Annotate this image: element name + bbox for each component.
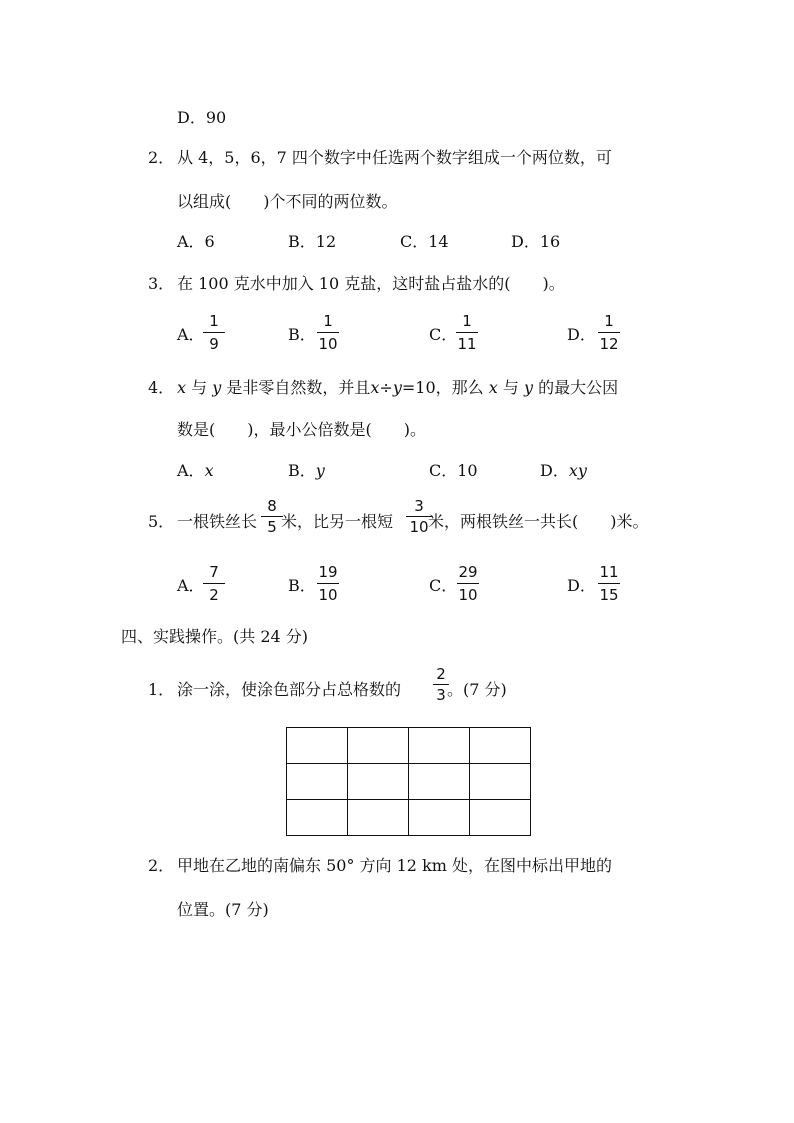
- q3-option-b-letter: B．: [288, 325, 316, 344]
- q4-text-part: =10，那么: [401, 378, 484, 397]
- option-value: x: [204, 461, 214, 480]
- q2-option-b: B．12: [288, 232, 337, 251]
- fraction-bar: [261, 516, 283, 517]
- s4-q2-text-line1: 甲地在乙地的南偏东 50° 方向 12 km 处，在图中标出甲地的: [177, 856, 613, 875]
- option-value: 10: [457, 461, 478, 480]
- fraction-numerator: 3: [414, 497, 424, 515]
- option-letter: B．: [288, 461, 316, 480]
- fraction-bar: [456, 332, 478, 333]
- fraction-denominator: 11: [457, 335, 477, 353]
- fraction-denominator: 10: [458, 586, 478, 604]
- q4-text-line2: 数是( )，最小公倍数是( )。: [177, 420, 426, 439]
- q4-option-b: [288, 461, 325, 481]
- q3-text: 在 100 克水中加入 10 克盐，这时盐占盐水的( )。: [177, 274, 565, 293]
- fraction-denominator: 2: [209, 586, 219, 604]
- fraction-denominator: 12: [599, 335, 619, 353]
- grid-cell[interactable]: [348, 800, 409, 836]
- variable-y: y: [212, 378, 222, 397]
- q5-option-b-letter: B．: [288, 576, 316, 595]
- variable-x: x: [370, 378, 380, 397]
- s4-q1-text: 涂一涂，使涂色部分占总格数的: [177, 680, 402, 699]
- fraction-numerator: 11: [599, 563, 619, 581]
- fraction-numerator: 19: [318, 563, 338, 581]
- q5-option-a-letter: A．: [177, 576, 205, 595]
- divide-sign: ÷: [379, 378, 393, 397]
- s4-q2-number: 2．: [148, 856, 175, 875]
- section-heading: 四、实践操作。(共 24 分): [121, 627, 309, 646]
- fraction-bar: [598, 583, 620, 584]
- q2-text-line2: 以组成( )个不同的两位数。: [177, 192, 398, 211]
- fraction-bar: [317, 583, 339, 584]
- fraction-denominator: 10: [318, 586, 338, 604]
- fraction-bar: [317, 332, 339, 333]
- q4-option-a: [177, 461, 214, 481]
- coloring-grid: [286, 727, 531, 836]
- q2-text-line1: 从 4，5，6，7 四个数字中任选两个数字组成一个两位数，可: [177, 148, 612, 167]
- fraction-bar: [203, 583, 225, 584]
- q4-text-line1: [177, 378, 618, 398]
- q5-text-part3: 米，两根铁丝一共长( )米。: [428, 512, 649, 531]
- fraction-bar: [598, 332, 620, 333]
- grid-cell[interactable]: [409, 764, 470, 800]
- fraction-bar: [203, 332, 225, 333]
- grid-cell[interactable]: [470, 800, 531, 836]
- grid-cell[interactable]: [287, 728, 348, 764]
- option-letter: C．: [429, 461, 458, 480]
- s4-q2-text-line2: 位置。(7 分): [177, 900, 269, 919]
- q4-text-part: 与: [191, 378, 208, 397]
- fraction-denominator: 10: [409, 518, 429, 536]
- q5-option-a-fraction: [199, 563, 229, 604]
- q4-text-part: 的最大公因: [538, 378, 619, 397]
- variable-y: y: [392, 378, 402, 397]
- q2-option-c: C．14: [400, 232, 449, 251]
- variable-x: x: [488, 378, 498, 397]
- q5-option-b-fraction: [313, 563, 343, 604]
- fraction-numerator: 8: [267, 497, 277, 515]
- q4-number: 4．: [148, 378, 175, 397]
- q3-option-b-fraction: [313, 312, 343, 353]
- q3-option-c-fraction: [452, 312, 482, 353]
- fraction-denominator: 3: [436, 686, 446, 704]
- grid-cell[interactable]: [348, 764, 409, 800]
- grid-cell[interactable]: [409, 728, 470, 764]
- fraction-bar: [457, 583, 479, 584]
- q3-option-c-letter: C．: [429, 325, 458, 344]
- variable-x: x: [177, 378, 187, 397]
- q2-option-a: A．6: [177, 232, 215, 251]
- fraction-numerator: 1: [462, 312, 472, 330]
- grid-cell[interactable]: [348, 728, 409, 764]
- grid-cell[interactable]: [287, 800, 348, 836]
- q5-text-part2: 米，比另一根短: [281, 512, 394, 531]
- option-value: y: [315, 461, 325, 480]
- grid-cell[interactable]: [409, 800, 470, 836]
- q5-option-d-fraction: [594, 563, 624, 604]
- fraction-numerator: 7: [209, 563, 219, 581]
- q3-option-a-letter: A．: [177, 325, 205, 344]
- fraction-denominator: 15: [599, 586, 619, 604]
- grid-cell[interactable]: [287, 764, 348, 800]
- grid-row: [287, 800, 531, 836]
- q5-option-c-fraction: [453, 563, 483, 604]
- option-letter: A．: [177, 461, 205, 480]
- fraction-numerator: 1: [209, 312, 219, 330]
- q3-option-d-fraction: [594, 312, 624, 353]
- q3-option-d-letter: D．: [567, 325, 596, 344]
- q2-option-d: D．16: [511, 232, 561, 251]
- grid-cell[interactable]: [470, 728, 531, 764]
- q1-option-d: D．90: [177, 108, 227, 127]
- fraction-denominator: 10: [318, 335, 338, 353]
- s4-q1-points: 。(7 分): [447, 680, 507, 699]
- fraction-denominator: 5: [267, 518, 277, 536]
- fraction-numerator: 1: [323, 312, 333, 330]
- variable-y: y: [523, 378, 534, 397]
- q3-number: 3．: [148, 274, 175, 293]
- q2-number: 2．: [148, 148, 175, 167]
- option-value: xy: [568, 461, 587, 480]
- q4-option-d: [540, 461, 587, 481]
- grid-cell[interactable]: [470, 764, 531, 800]
- q5-number: 5．: [148, 512, 175, 531]
- q5-option-c-letter: C．: [429, 576, 458, 595]
- grid-row: [287, 764, 531, 800]
- q5-text-part1: 一根铁丝长: [177, 512, 258, 531]
- fraction-numerator: 2: [436, 665, 446, 683]
- fraction-numerator: 29: [458, 563, 478, 581]
- q3-option-a-fraction: [199, 312, 229, 353]
- fraction-denominator: 9: [209, 335, 219, 353]
- fraction-numerator: 1: [604, 312, 614, 330]
- grid-row: [287, 728, 531, 764]
- q4-text-part: 是非零自然数，并且: [226, 378, 371, 397]
- q4-option-c: [429, 461, 478, 481]
- s4-q1-number: 1．: [148, 680, 175, 699]
- q5-option-d-letter: D．: [567, 576, 596, 595]
- q4-text-part: 与: [502, 378, 519, 397]
- option-letter: D．: [540, 461, 569, 480]
